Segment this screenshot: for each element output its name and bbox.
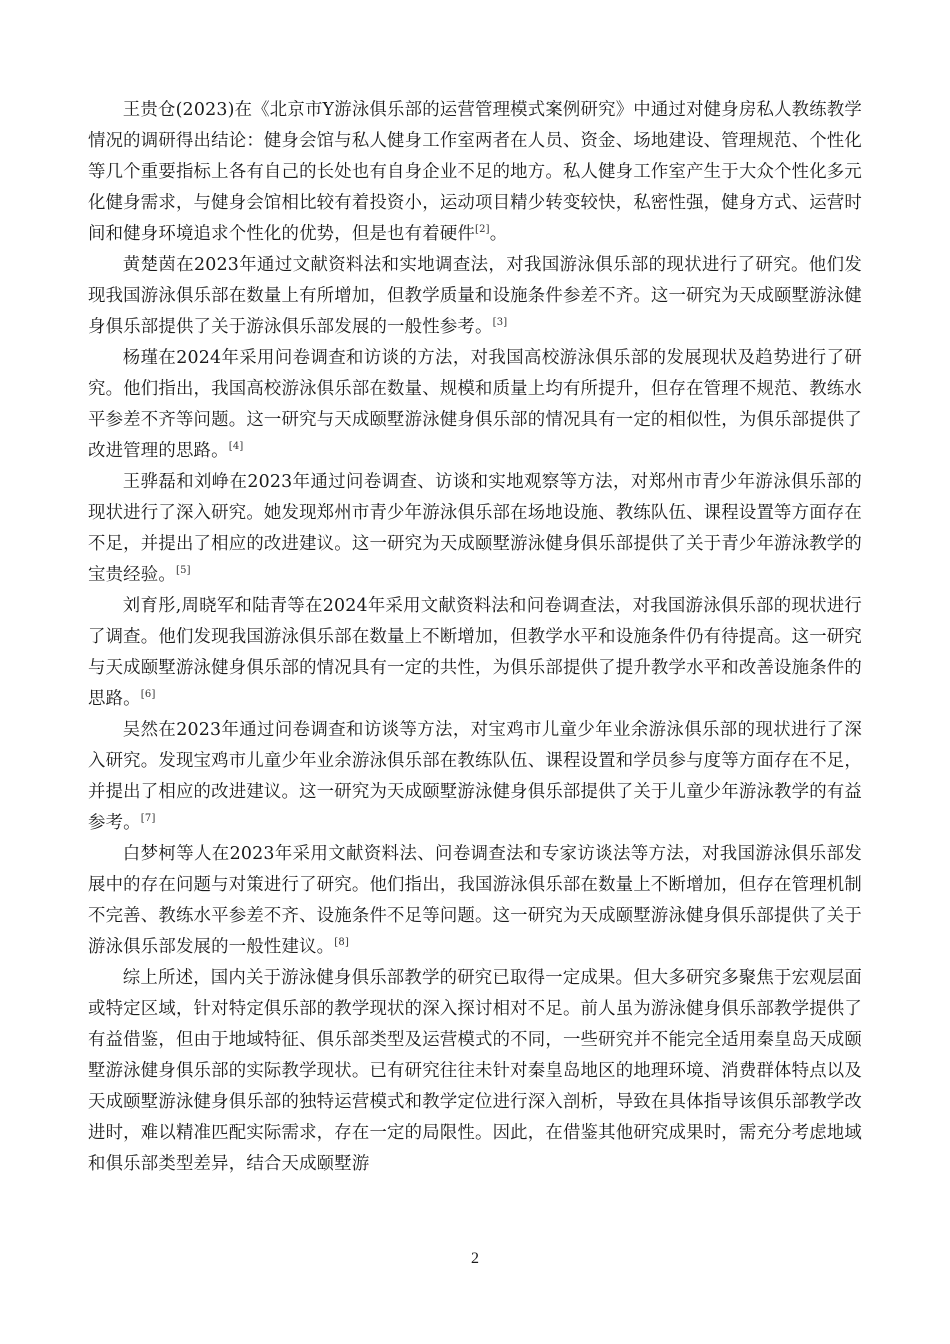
- paragraph-3: [88, 343, 862, 467]
- citation-2: [2]: [475, 224, 490, 235]
- paragraph-1: [88, 95, 862, 250]
- citation-7: [7]: [140, 813, 156, 824]
- citation-4: [4]: [228, 441, 244, 452]
- paragraph-5: [88, 591, 862, 715]
- citation-5: [5]: [175, 565, 191, 576]
- citation-3: [3]: [492, 317, 508, 328]
- paragraph-text: 王骅磊和刘峥在2023年通过问卷调查、访谈和实地观察等方法，对郑州市青少年游泳俱乐部的现状进行了深入研究。她发现郑州市青少年游泳俱乐部在场地设施、教练队伍、课程设置等方面存在不足，并提出了相应的改进建议。这一研究为天成颐墅游泳健身俱乐部提供了关于青少年游泳教学的宝贵经验。: [88, 472, 862, 585]
- paragraph-text: 王贵仓(2023)在《北京市Y游泳俱乐部的运营管理模式案例研究》中通过对健身房私人教练教学情况的调研得出结论：健身会馆与私人健身工作室两者在人员、资金、场地建设、管理规范、个性化等几个重要指标上各有自己的长处也有自身企业不足的地方。私人健身工作室产生于大众个性化多元化健身需求，与健身会馆相比较有着投资小，运动项目精少转变较快，私密性强，健身方式、运营时间和健身环境追求个性化的优势，但是也有着硬件: [88, 100, 862, 244]
- page-number: 2: [471, 1250, 479, 1267]
- paragraph-text: 刘育彤,周晓军和陆青等在2024年采用文献资料法和问卷调查法，对我国游泳俱乐部的现状进行了调查。他们发现我国游泳俱乐部在数量上不断增加，但教学水平和设施条件仍有待提高。这一研究与天成颐墅游泳健身俱乐部的情况具有一定的共性，为俱乐部提供了提升教学水平和改善设施条件的思路。: [88, 596, 862, 709]
- paragraph-text: 杨瑾在2024年采用问卷调查和访谈的方法，对我国高校游泳俱乐部的发展现状及趋势进行了研究。他们指出，我国高校游泳俱乐部在数量、规模和质量上均有所提升，但存在管理不规范、教练水平参差不齐等问题。这一研究与天成颐墅游泳健身俱乐部的情况具有一定的相似性，为俱乐部提供了改进管理的思路。: [88, 348, 862, 461]
- paragraph-tail: 。: [489, 224, 508, 244]
- paragraph-text: 吴然在2023年通过问卷调查和访谈等方法，对宝鸡市儿童少年业余游泳俱乐部的现状进行了深入研究。发现宝鸡市儿童少年业余游泳俱乐部在教练队伍、课程设置和学员参与度等方面存在不足，并提出了相应的改进建议。这一研究为天成颐墅游泳健身俱乐部提供了关于儿童少年游泳教学的有益参考。: [88, 720, 862, 833]
- paragraph-8: [88, 963, 862, 1180]
- paragraph-text: 黄楚茵在2023年通过文献资料法和实地调查法，对我国游泳俱乐部的现状进行了研究。他们发现我国游泳俱乐部在数量上有所增加，但教学质量和设施条件参差不齐。这一研究为天成颐墅游泳健身俱乐部提供了关于游泳俱乐部发展的一般性参考。: [88, 255, 862, 337]
- paragraph-4: [88, 467, 862, 591]
- paragraph-6: [88, 715, 862, 839]
- citation-6: [6]: [140, 689, 156, 700]
- citation-8: [8]: [334, 937, 350, 948]
- paragraph-text: 综上所述，国内关于游泳健身俱乐部教学的研究已取得一定成果。但大多研究多聚焦于宏观层面或特定区域，针对特定俱乐部的教学现状的深入探讨相对不足。前人虽为游泳健身俱乐部教学提供了有益借鉴，但由于地域特征、俱乐部类型及运营模式的不同，一些研究并不能完全适用秦皇岛天成颐墅游泳健身俱乐部的实际教学现状。已有研究往往未针对秦皇岛地区的地理环境、消费群体特点以及天成颐墅游泳健身俱乐部的独特运营模式和教学定位进行深入剖析，导致在具体指导该俱乐部教学改进时，难以精准匹配实际需求，存在一定的局限性。因此，在借鉴其他研究成果时，需充分考虑地域和俱乐部类型差异，结合天成颐墅游: [88, 968, 862, 1174]
- paragraph-2: [88, 250, 862, 343]
- document-body: [88, 95, 862, 1180]
- paragraph-7: [88, 839, 862, 963]
- paragraph-text: 白梦柯等人在2023年采用文献资料法、问卷调查法和专家访谈法等方法，对我国游泳俱乐部发展中的存在问题与对策进行了研究。他们指出，我国游泳俱乐部在数量上不断增加，但存在管理机制不完善、教练水平参差不齐、设施条件不足等问题。这一研究为天成颐墅游泳健身俱乐部提供了关于游泳俱乐部发展的一般性建议。: [88, 844, 862, 957]
